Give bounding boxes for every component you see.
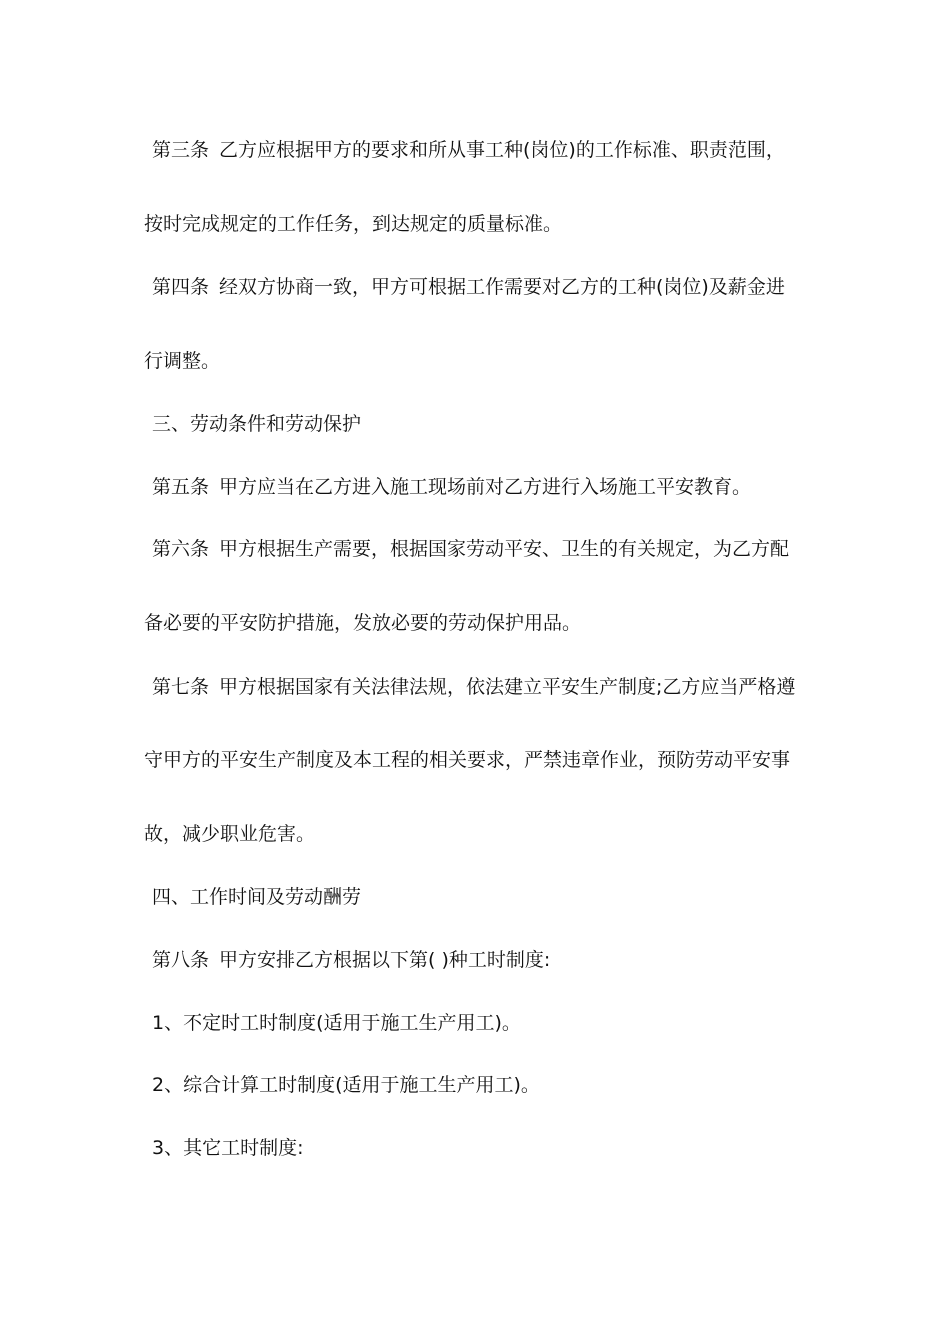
article-7-line-1 bbox=[0, 675, 950, 699]
article-8-line-1 bbox=[0, 948, 950, 972]
article-7-line-3 bbox=[0, 822, 950, 846]
article-7-line-2 bbox=[0, 748, 950, 772]
article-label: 第八条 bbox=[152, 949, 210, 971]
article-label: 第六条 bbox=[152, 538, 210, 560]
article-4-line-2 bbox=[0, 349, 950, 373]
paragraph-text: 行调整。 bbox=[144, 350, 221, 372]
article-6-line-1 bbox=[0, 537, 950, 561]
section-heading-3 bbox=[0, 412, 950, 436]
section-heading-4 bbox=[0, 885, 950, 909]
article-text: 甲方应当在乙方进入施工现场前对乙方进行入场施工平安教育。 bbox=[219, 476, 752, 498]
list-item-1 bbox=[0, 1011, 950, 1035]
list-item-2 bbox=[0, 1073, 950, 1097]
article-3-line-2 bbox=[0, 212, 950, 236]
section-heading-text: 三、劳动条件和劳动保护 bbox=[152, 413, 362, 435]
list-item-text: 1、不定时工时制度(适用于施工生产用工)。 bbox=[152, 1012, 521, 1034]
article-label: 第三条 bbox=[152, 139, 210, 161]
article-text: 甲方根据国家有关法律法规，依法建立平安生产制度;乙方应当严格遵 bbox=[219, 676, 796, 698]
article-text: 经双方协商一致，甲方可根据工作需要对乙方的工种(岗位)及薪金进 bbox=[219, 276, 785, 298]
list-item-text: 2、综合计算工时制度(适用于施工生产用工)。 bbox=[152, 1074, 540, 1096]
paragraph-text: 守甲方的平安生产制度及本工程的相关要求，严禁违章作业，预防劳动平安事 bbox=[144, 749, 791, 771]
article-4-line-1 bbox=[0, 275, 950, 299]
article-5-line-1 bbox=[0, 475, 950, 499]
article-text: 乙方应根据甲方的要求和所从事工种(岗位)的工作标准、职责范围， bbox=[219, 139, 785, 161]
article-label: 第七条 bbox=[152, 676, 210, 698]
article-3-line-1 bbox=[0, 138, 950, 162]
article-label: 第四条 bbox=[152, 276, 210, 298]
article-6-line-2 bbox=[0, 611, 950, 635]
article-text: 甲方根据生产需要，根据国家劳动平安、卫生的有关规定，为乙方配 bbox=[219, 538, 790, 560]
article-text: 甲方安排乙方根据以下第( )种工时制度: bbox=[219, 949, 551, 971]
list-item-3 bbox=[0, 1136, 950, 1160]
paragraph-text: 备必要的平安防护措施，发放必要的劳动保护用品。 bbox=[144, 612, 582, 634]
list-item-text: 3、其它工时制度: bbox=[152, 1137, 304, 1159]
section-heading-text: 四、工作时间及劳动酬劳 bbox=[152, 886, 362, 908]
paragraph-text: 按时完成规定的工作任务，到达规定的质量标准。 bbox=[144, 213, 563, 235]
article-label: 第五条 bbox=[152, 476, 210, 498]
paragraph-text: 故，减少职业危害。 bbox=[144, 823, 316, 845]
